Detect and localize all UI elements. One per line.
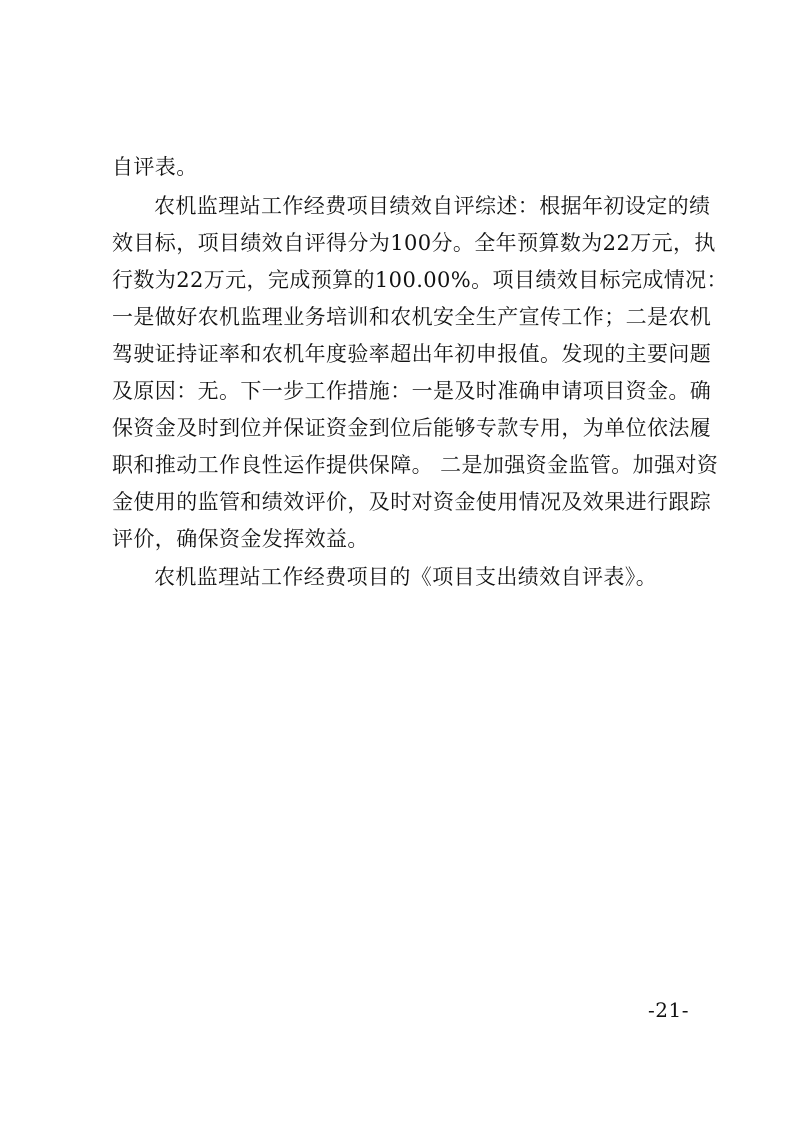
text-line-12: 农机监理站工作经费项目的《项目支出绩效自评表》。 — [154, 565, 658, 589]
text-line-10: 金使用的监管和绩效评价，及时对资金使用情况及效果进行跟踪 — [112, 490, 712, 514]
text-line-8: 保资金及时到位并保证资金到位后能够专款专用，为单位依法履 — [112, 416, 712, 440]
text-line-2: 农机监理站工作经费项目绩效自评综述：根据年初设定的绩 — [154, 194, 711, 218]
text-line-11: 评价，确保资金发挥效益。 — [112, 527, 369, 551]
text-line-6: 驾驶证持证率和农机年度验率超出年初申报值。发现的主要问题 — [112, 342, 712, 366]
text-line-7: 及原因：无。下一步工作措施：一是及时准确申请项目资金。确 — [112, 379, 712, 403]
page-number: -21- — [648, 998, 689, 1022]
text-line-1: 自评表。 — [112, 155, 198, 179]
text-line-3: 效目标，项目绩效自评得分为100分。全年预算数为22万元，执 — [112, 231, 716, 255]
text-line-5: 一是做好农机监理业务培训和农机安全生产宣传工作；二是农机 — [112, 305, 712, 329]
text-line-4: 行数为22万元，完成预算的100.00%。项目绩效目标完成情况： — [112, 268, 728, 292]
text-line-9: 职和推动工作良性运作提供保障。 二是加强资金监管。加强对资 — [112, 453, 719, 477]
